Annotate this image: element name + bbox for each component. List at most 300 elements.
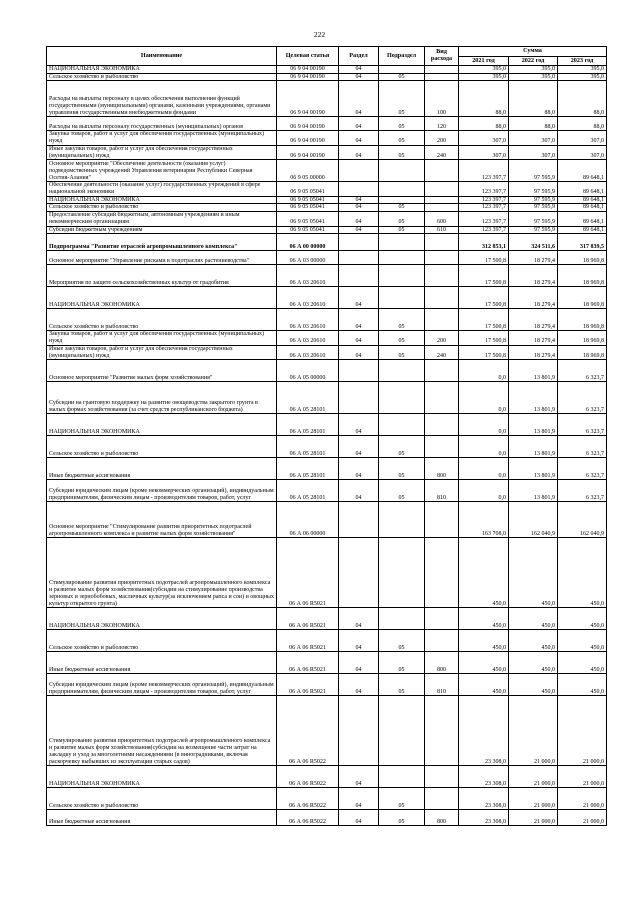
row-name: Сельское хозяйство и рыболовство bbox=[47, 204, 277, 212]
row-exptype bbox=[425, 204, 459, 212]
table-row bbox=[47, 309, 607, 331]
row-name: Субсидии на грантовую поддержку на развитие овощеводства закрытого грунта в малых формах хозяйствования (за счет средств республиканского бюджета) bbox=[47, 382, 277, 414]
row-target-code: 06 А 05 00000 bbox=[277, 360, 339, 382]
row-sum-2022: 450,0 bbox=[509, 538, 558, 608]
row-exptype bbox=[425, 788, 459, 810]
row-sum-2021: 123 397,7 bbox=[459, 182, 509, 196]
page-number: 222 bbox=[313, 30, 326, 39]
row-subsection bbox=[379, 182, 425, 196]
table-row bbox=[47, 538, 607, 608]
row-sum-2023: 18 969,8 bbox=[558, 345, 607, 359]
header-sum: Сумма bbox=[459, 47, 607, 57]
row-name: Сельское хозяйство и рыболовство bbox=[47, 73, 277, 81]
row-sum-2022: 450,0 bbox=[509, 674, 558, 696]
row-sum-2023: 89 648,1 bbox=[558, 204, 607, 212]
table-row bbox=[47, 287, 607, 309]
row-sum-2023: 307,0 bbox=[558, 131, 607, 145]
row-section: 04 bbox=[339, 414, 379, 436]
row-name: НАЦИОНАЛЬНАЯ ЭКОНОМИКА bbox=[47, 766, 277, 788]
table-row bbox=[47, 160, 607, 182]
row-sum-2022: 307,0 bbox=[509, 131, 558, 145]
row-subsection bbox=[379, 414, 425, 436]
row-exptype bbox=[425, 382, 459, 414]
header-2022: 2022 год bbox=[509, 57, 558, 66]
row-target-code: 06 А 03 00000 bbox=[277, 251, 339, 265]
row-exptype: 810 bbox=[425, 480, 459, 502]
row-subsection bbox=[379, 502, 425, 538]
row-name: Основное мероприятие "Развитие малых форм хозяйствования" bbox=[47, 360, 277, 382]
row-subsection bbox=[379, 696, 425, 766]
row-section: 04 bbox=[339, 73, 379, 81]
row-subsection: 05 bbox=[379, 345, 425, 359]
row-exptype bbox=[425, 182, 459, 196]
row-target-code: 06 А 06 R5022 bbox=[277, 766, 339, 788]
row-sum-2021: 123 397,7 bbox=[459, 204, 509, 212]
row-sum-2022: 97 595,9 bbox=[509, 182, 558, 196]
row-subsection: 05 bbox=[379, 810, 425, 826]
row-target-code: 06 А 03 20610 bbox=[277, 345, 339, 359]
row-name: НАЦИОНАЛЬНАЯ ЭКОНОМИКА bbox=[47, 414, 277, 436]
row-name: Основное мероприятие "Управление рисками в подотраслях растениеводства" bbox=[47, 251, 277, 265]
row-sum-2022: 97 595,9 bbox=[509, 160, 558, 182]
row-target-code: 06 А 06 R5022 bbox=[277, 696, 339, 766]
row-target-code: 06 А 06 R5021 bbox=[277, 538, 339, 608]
table-body bbox=[47, 66, 607, 826]
row-exptype: 810 bbox=[425, 674, 459, 696]
row-exptype: 120 bbox=[425, 117, 459, 131]
row-name: Стимулирование развития приоритетных подотраслей агропромышленного комплекса и развитие малых форм хозяйствования(субсидии на возмещение части затрат на закладку и уход за многолетними насаждениями (в виноградниками, включая раскорчевку выбывших из эксплуатации старых садов) bbox=[47, 696, 277, 766]
row-subsection: 05 bbox=[379, 212, 425, 226]
row-section: 04 bbox=[339, 117, 379, 131]
row-sum-2021: 23 308,0 bbox=[459, 788, 509, 810]
row-subsection bbox=[379, 766, 425, 788]
row-exptype bbox=[425, 608, 459, 630]
table-row bbox=[47, 766, 607, 788]
table-row bbox=[47, 810, 607, 826]
header-2021: 2021 год bbox=[459, 57, 509, 66]
row-target-code: 06 А 03 20610 bbox=[277, 287, 339, 309]
row-exptype bbox=[425, 66, 459, 74]
row-name: Обеспечение деятельности (оказание услуг) государственных учреждений в сфере национальной экономики bbox=[47, 182, 277, 196]
row-exptype bbox=[425, 360, 459, 382]
table-row bbox=[47, 608, 607, 630]
table-row bbox=[47, 331, 607, 345]
row-subsection bbox=[379, 234, 425, 251]
row-sum-2023: 307,0 bbox=[558, 145, 607, 159]
row-sum-2023: 162 040,9 bbox=[558, 502, 607, 538]
row-exptype bbox=[425, 287, 459, 309]
row-section: 04 bbox=[339, 66, 379, 74]
row-target-code: 06 9 04 00190 bbox=[277, 131, 339, 145]
row-sum-2022: 18 279,4 bbox=[509, 331, 558, 345]
table-row bbox=[47, 81, 607, 117]
row-exptype: 610 bbox=[425, 226, 459, 234]
row-name: Закупка товаров, работ и услуг для обеспечения государственных (муниципальных) нужд bbox=[47, 131, 277, 145]
row-subsection bbox=[379, 66, 425, 74]
row-subsection bbox=[379, 265, 425, 287]
row-sum-2023: 18 969,8 bbox=[558, 287, 607, 309]
row-name: Иные бюджетные ассигнования bbox=[47, 458, 277, 480]
row-sum-2023: 6 323,7 bbox=[558, 458, 607, 480]
row-section: 04 bbox=[339, 345, 379, 359]
row-sum-2021: 17 500,8 bbox=[459, 345, 509, 359]
row-sum-2022: 18 279,4 bbox=[509, 287, 558, 309]
row-sum-2022: 450,0 bbox=[509, 608, 558, 630]
row-sum-2023: 21 000,0 bbox=[558, 696, 607, 766]
row-sum-2021: 450,0 bbox=[459, 538, 509, 608]
table-row bbox=[47, 66, 607, 74]
row-exptype: 200 bbox=[425, 131, 459, 145]
row-sum-2023: 450,0 bbox=[558, 538, 607, 608]
row-name: Расходы на выплаты персоналу в целях обеспечения выполнения функций государственными (муниципальными) органами, казенными учреждениями, органами управления государственными внебюджетными фондами bbox=[47, 81, 277, 117]
row-sum-2022: 18 279,4 bbox=[509, 265, 558, 287]
row-name: НАЦИОНАЛЬНАЯ ЭКОНОМИКА bbox=[47, 608, 277, 630]
row-target-code: 06 9 04 00190 bbox=[277, 117, 339, 131]
row-subsection: 05 bbox=[379, 331, 425, 345]
row-sum-2021: 23 308,0 bbox=[459, 810, 509, 826]
row-sum-2021: 450,0 bbox=[459, 608, 509, 630]
row-target-code: 06 А 03 20610 bbox=[277, 309, 339, 331]
row-subsection bbox=[379, 360, 425, 382]
row-target-code: 06 А 05 28101 bbox=[277, 436, 339, 458]
row-sum-2021: 23 308,0 bbox=[459, 696, 509, 766]
row-sum-2022: 450,0 bbox=[509, 630, 558, 652]
row-section: 04 bbox=[339, 458, 379, 480]
row-sum-2022: 13 801,9 bbox=[509, 360, 558, 382]
row-target-code: 06 9 04 00190 bbox=[277, 73, 339, 81]
row-name: НАЦИОНАЛЬНАЯ ЭКОНОМИКА bbox=[47, 287, 277, 309]
table-row bbox=[47, 73, 607, 81]
budget-table bbox=[46, 46, 607, 826]
row-exptype: 200 bbox=[425, 331, 459, 345]
row-sum-2021: 395,0 bbox=[459, 66, 509, 74]
row-sum-2023: 450,0 bbox=[558, 674, 607, 696]
row-section bbox=[339, 696, 379, 766]
row-subsection: 05 bbox=[379, 145, 425, 159]
table-row bbox=[47, 360, 607, 382]
row-sum-2023: 450,0 bbox=[558, 608, 607, 630]
row-subsection: 05 bbox=[379, 81, 425, 117]
row-subsection: 05 bbox=[379, 480, 425, 502]
table-row bbox=[47, 145, 607, 159]
table-row bbox=[47, 117, 607, 131]
row-section: 04 bbox=[339, 81, 379, 117]
row-sum-2022: 18 279,4 bbox=[509, 345, 558, 359]
row-target-code: 06 9 05 00000 bbox=[277, 160, 339, 182]
row-sum-2023: 18 969,8 bbox=[558, 331, 607, 345]
row-exptype: 800 bbox=[425, 652, 459, 674]
row-section: 04 bbox=[339, 652, 379, 674]
row-target-code: 06 9 05 05041 bbox=[277, 226, 339, 234]
row-subsection: 05 bbox=[379, 788, 425, 810]
table-row bbox=[47, 480, 607, 502]
row-sum-2021: 450,0 bbox=[459, 674, 509, 696]
row-sum-2022: 395,0 bbox=[509, 66, 558, 74]
row-name: Основное мероприятие "Обеспечение деятельности (оказания услуг) подведомственных учреждений Управления ветеринарии Республики Северная Осетия-Алания" bbox=[47, 160, 277, 182]
row-subsection: 05 bbox=[379, 309, 425, 331]
row-sum-2022: 21 000,0 bbox=[509, 766, 558, 788]
row-sum-2023: 18 969,8 bbox=[558, 251, 607, 265]
row-sum-2023: 89 648,1 bbox=[558, 212, 607, 226]
row-exptype bbox=[425, 502, 459, 538]
row-sum-2023: 21 000,0 bbox=[558, 766, 607, 788]
row-target-code: 06 А 06 R5021 bbox=[277, 652, 339, 674]
row-sum-2021: 312 853,1 bbox=[459, 234, 509, 251]
row-subsection: 05 bbox=[379, 674, 425, 696]
row-subsection bbox=[379, 287, 425, 309]
row-sum-2021: 307,0 bbox=[459, 145, 509, 159]
row-name: Сельское хозяйство и рыболовство bbox=[47, 309, 277, 331]
row-target-code: 06 А 05 28101 bbox=[277, 382, 339, 414]
row-name: Субсидии юридическим лицам (кроме некоммерческих организаций), индивидуальным предпринимателям, физическим лицам - производителям товаров, работ, услуг bbox=[47, 480, 277, 502]
table-row bbox=[47, 196, 607, 204]
row-section bbox=[339, 502, 379, 538]
row-sum-2021: 88,0 bbox=[459, 81, 509, 117]
row-sum-2021: 0,0 bbox=[459, 382, 509, 414]
row-section: 04 bbox=[339, 212, 379, 226]
row-name: Подпрограмма "Развитие отраслей агропромышленного комплекса" bbox=[47, 234, 277, 251]
row-subsection: 05 bbox=[379, 131, 425, 145]
row-sum-2022: 97 595,9 bbox=[509, 196, 558, 204]
row-sum-2023: 6 323,7 bbox=[558, 436, 607, 458]
row-sum-2021: 17 500,8 bbox=[459, 331, 509, 345]
row-target-code: 06 9 04 00190 bbox=[277, 145, 339, 159]
row-subsection bbox=[379, 608, 425, 630]
row-name: Сельское хозяйство и рыболовство bbox=[47, 788, 277, 810]
row-name: Основное мероприятие "Стимулирование развития приоритетных подотраслей агропромышленного комплекса и развитие малых форм хозяйствования" bbox=[47, 502, 277, 538]
row-sum-2021: 17 500,8 bbox=[459, 309, 509, 331]
row-exptype bbox=[425, 696, 459, 766]
row-exptype bbox=[425, 436, 459, 458]
row-sum-2022: 13 801,9 bbox=[509, 480, 558, 502]
row-name: Расходы на выплаты персоналу государственных (муниципальных) органов bbox=[47, 117, 277, 131]
row-name: Сельское хозяйство и рыболовство bbox=[47, 436, 277, 458]
table-row bbox=[47, 212, 607, 226]
row-name: НАЦИОНАЛЬНАЯ ЭКОНОМИКА bbox=[47, 66, 277, 74]
row-sum-2022: 13 801,9 bbox=[509, 414, 558, 436]
row-target-code: 06 А 06 R5022 bbox=[277, 788, 339, 810]
table-row bbox=[47, 414, 607, 436]
row-sum-2023: 450,0 bbox=[558, 630, 607, 652]
row-sum-2022: 13 801,9 bbox=[509, 436, 558, 458]
row-sum-2021: 450,0 bbox=[459, 630, 509, 652]
row-sum-2021: 450,0 bbox=[459, 652, 509, 674]
row-sum-2023: 21 000,0 bbox=[558, 810, 607, 826]
table-row bbox=[47, 652, 607, 674]
row-sum-2022: 324 511,6 bbox=[509, 234, 558, 251]
row-section bbox=[339, 160, 379, 182]
row-section: 04 bbox=[339, 480, 379, 502]
row-exptype bbox=[425, 234, 459, 251]
row-sum-2022: 21 000,0 bbox=[509, 788, 558, 810]
row-name: Сельское хозяйство и рыболовство bbox=[47, 630, 277, 652]
row-section: 04 bbox=[339, 196, 379, 204]
row-exptype: 800 bbox=[425, 458, 459, 480]
row-sum-2021: 395,0 bbox=[459, 73, 509, 81]
row-sum-2021: 307,0 bbox=[459, 131, 509, 145]
row-sum-2022: 97 595,9 bbox=[509, 212, 558, 226]
row-section: 04 bbox=[339, 436, 379, 458]
row-sum-2021: 0,0 bbox=[459, 458, 509, 480]
row-sum-2022: 88,0 bbox=[509, 117, 558, 131]
row-sum-2023: 6 323,7 bbox=[558, 382, 607, 414]
row-sum-2022: 21 000,0 bbox=[509, 810, 558, 826]
header-name: Наименование bbox=[47, 47, 277, 66]
row-section: 04 bbox=[339, 226, 379, 234]
row-sum-2023: 317 839,5 bbox=[558, 234, 607, 251]
row-target-code: 06 А 05 28101 bbox=[277, 458, 339, 480]
row-section bbox=[339, 538, 379, 608]
row-name: НАЦИОНАЛЬНАЯ ЭКОНОМИКА bbox=[47, 196, 277, 204]
row-exptype bbox=[425, 766, 459, 788]
row-sum-2022: 88,0 bbox=[509, 81, 558, 117]
row-sum-2022: 307,0 bbox=[509, 145, 558, 159]
table-row bbox=[47, 345, 607, 359]
row-sum-2021: 0,0 bbox=[459, 414, 509, 436]
row-section: 04 bbox=[339, 674, 379, 696]
header-subsection: Подраздел bbox=[379, 47, 425, 66]
table-row bbox=[47, 788, 607, 810]
header-section: Раздел bbox=[339, 47, 379, 66]
row-sum-2023: 6 323,7 bbox=[558, 414, 607, 436]
row-sum-2023: 6 323,7 bbox=[558, 360, 607, 382]
row-exptype: 240 bbox=[425, 345, 459, 359]
table-row bbox=[47, 251, 607, 265]
row-subsection: 05 bbox=[379, 226, 425, 234]
row-sum-2023: 89 648,1 bbox=[558, 196, 607, 204]
row-section: 04 bbox=[339, 331, 379, 345]
table-row bbox=[47, 436, 607, 458]
row-sum-2021: 0,0 bbox=[459, 360, 509, 382]
row-exptype bbox=[425, 538, 459, 608]
row-exptype bbox=[425, 265, 459, 287]
row-sum-2023: 89 648,1 bbox=[558, 160, 607, 182]
row-sum-2021: 88,0 bbox=[459, 117, 509, 131]
row-subsection: 05 bbox=[379, 73, 425, 81]
row-sum-2021: 17 500,8 bbox=[459, 265, 509, 287]
row-exptype bbox=[425, 160, 459, 182]
row-subsection bbox=[379, 538, 425, 608]
row-sum-2023: 18 969,8 bbox=[558, 265, 607, 287]
row-sum-2021: 0,0 bbox=[459, 436, 509, 458]
row-target-code: 06 А 05 28101 bbox=[277, 414, 339, 436]
row-name: Субсидии юридическим лицам (кроме некоммерческих организаций), индивидуальным предпринимателям, физическим лицам - производителям товаров, работ, услуг bbox=[47, 674, 277, 696]
row-sum-2021: 123 397,7 bbox=[459, 196, 509, 204]
row-target-code: 06 А 05 28101 bbox=[277, 480, 339, 502]
row-sum-2022: 395,0 bbox=[509, 73, 558, 81]
row-subsection bbox=[379, 382, 425, 414]
row-target-code: 06 9 05 05041 bbox=[277, 204, 339, 212]
row-target-code: 06 9 05 05041 bbox=[277, 212, 339, 226]
row-sum-2022: 13 801,9 bbox=[509, 382, 558, 414]
row-sum-2023: 89 648,1 bbox=[558, 226, 607, 234]
row-target-code: 06 А 06 R5021 bbox=[277, 674, 339, 696]
table-row bbox=[47, 182, 607, 196]
row-exptype bbox=[425, 414, 459, 436]
row-sum-2023: 450,0 bbox=[558, 652, 607, 674]
row-exptype: 240 bbox=[425, 145, 459, 159]
row-subsection: 05 bbox=[379, 630, 425, 652]
row-target-code: 06 А 06 R5022 bbox=[277, 810, 339, 826]
row-exptype bbox=[425, 196, 459, 204]
table-row bbox=[47, 382, 607, 414]
row-section: 04 bbox=[339, 145, 379, 159]
row-sum-2021: 123 397,7 bbox=[459, 212, 509, 226]
row-section bbox=[339, 234, 379, 251]
row-sum-2023: 18 969,8 bbox=[558, 309, 607, 331]
row-sum-2021: 123 397,7 bbox=[459, 160, 509, 182]
row-subsection: 05 bbox=[379, 436, 425, 458]
row-sum-2023: 6 323,7 bbox=[558, 480, 607, 502]
row-sum-2022: 97 595,9 bbox=[509, 204, 558, 212]
row-subsection: 05 bbox=[379, 204, 425, 212]
header-2023: 2023 год bbox=[558, 57, 607, 66]
row-subsection: 05 bbox=[379, 117, 425, 131]
row-sum-2021: 23 308,0 bbox=[459, 766, 509, 788]
row-name: Закупка товаров, работ и услуг для обеспечения государственных (муниципальных) нужд bbox=[47, 331, 277, 345]
row-sum-2022: 21 000,0 bbox=[509, 696, 558, 766]
row-sum-2023: 89 648,1 bbox=[558, 182, 607, 196]
table-row bbox=[47, 630, 607, 652]
row-sum-2021: 17 500,8 bbox=[459, 287, 509, 309]
row-target-code: 06 9 04 00190 bbox=[277, 81, 339, 117]
row-section bbox=[339, 182, 379, 196]
row-section: 04 bbox=[339, 788, 379, 810]
row-target-code: 06 А 06 R5021 bbox=[277, 608, 339, 630]
header-target: Целевая статья bbox=[277, 47, 339, 66]
row-sum-2021: 123 397,7 bbox=[459, 226, 509, 234]
row-section: 04 bbox=[339, 810, 379, 826]
row-exptype bbox=[425, 73, 459, 81]
row-section bbox=[339, 265, 379, 287]
row-section: 04 bbox=[339, 131, 379, 145]
table-row bbox=[47, 674, 607, 696]
table-row bbox=[47, 204, 607, 212]
row-section: 04 bbox=[339, 287, 379, 309]
row-subsection bbox=[379, 196, 425, 204]
row-exptype bbox=[425, 309, 459, 331]
table-row bbox=[47, 234, 607, 251]
row-name: Иные бюджетные ассигнования bbox=[47, 652, 277, 674]
row-name: Стимулирование развития приоритетных подотраслей агропромышленного комплекса и развитие малых форм хозяйствования(субсидии на стимулирование производства зерновых и зернобобовых, масличных культур(за исключением рапса и сои) и овощных культур открытого грунта) bbox=[47, 538, 277, 608]
row-target-code: 06 9 04 00190 bbox=[277, 66, 339, 74]
row-subsection: 05 bbox=[379, 652, 425, 674]
table-row bbox=[47, 696, 607, 766]
row-subsection bbox=[379, 160, 425, 182]
row-exptype bbox=[425, 251, 459, 265]
table-row bbox=[47, 502, 607, 538]
row-subsection: 05 bbox=[379, 458, 425, 480]
row-target-code: 06 А 03 20610 bbox=[277, 265, 339, 287]
row-sum-2022: 162 040,9 bbox=[509, 502, 558, 538]
row-sum-2022: 18 279,4 bbox=[509, 309, 558, 331]
row-sum-2021: 0,0 bbox=[459, 480, 509, 502]
row-sum-2023: 88,0 bbox=[558, 117, 607, 131]
row-exptype: 100 bbox=[425, 81, 459, 117]
row-exptype bbox=[425, 630, 459, 652]
row-target-code: 06 А 06 R5021 bbox=[277, 630, 339, 652]
row-section bbox=[339, 360, 379, 382]
row-sum-2023: 395,0 bbox=[558, 66, 607, 74]
row-name: Мероприятия по защите сельскохозяйственных культур от градобития bbox=[47, 265, 277, 287]
row-section bbox=[339, 251, 379, 265]
row-name: Иные закупки товаров, работ и услуг для обеспечения государственных (муниципальных) нужд bbox=[47, 145, 277, 159]
row-section bbox=[339, 382, 379, 414]
row-name: Иные закупки товаров, работ и услуг для обеспечения государственных (муниципальных) нужд bbox=[47, 345, 277, 359]
row-sum-2022: 450,0 bbox=[509, 652, 558, 674]
row-section: 04 bbox=[339, 309, 379, 331]
header-exptype: Вид расхода bbox=[425, 47, 459, 66]
